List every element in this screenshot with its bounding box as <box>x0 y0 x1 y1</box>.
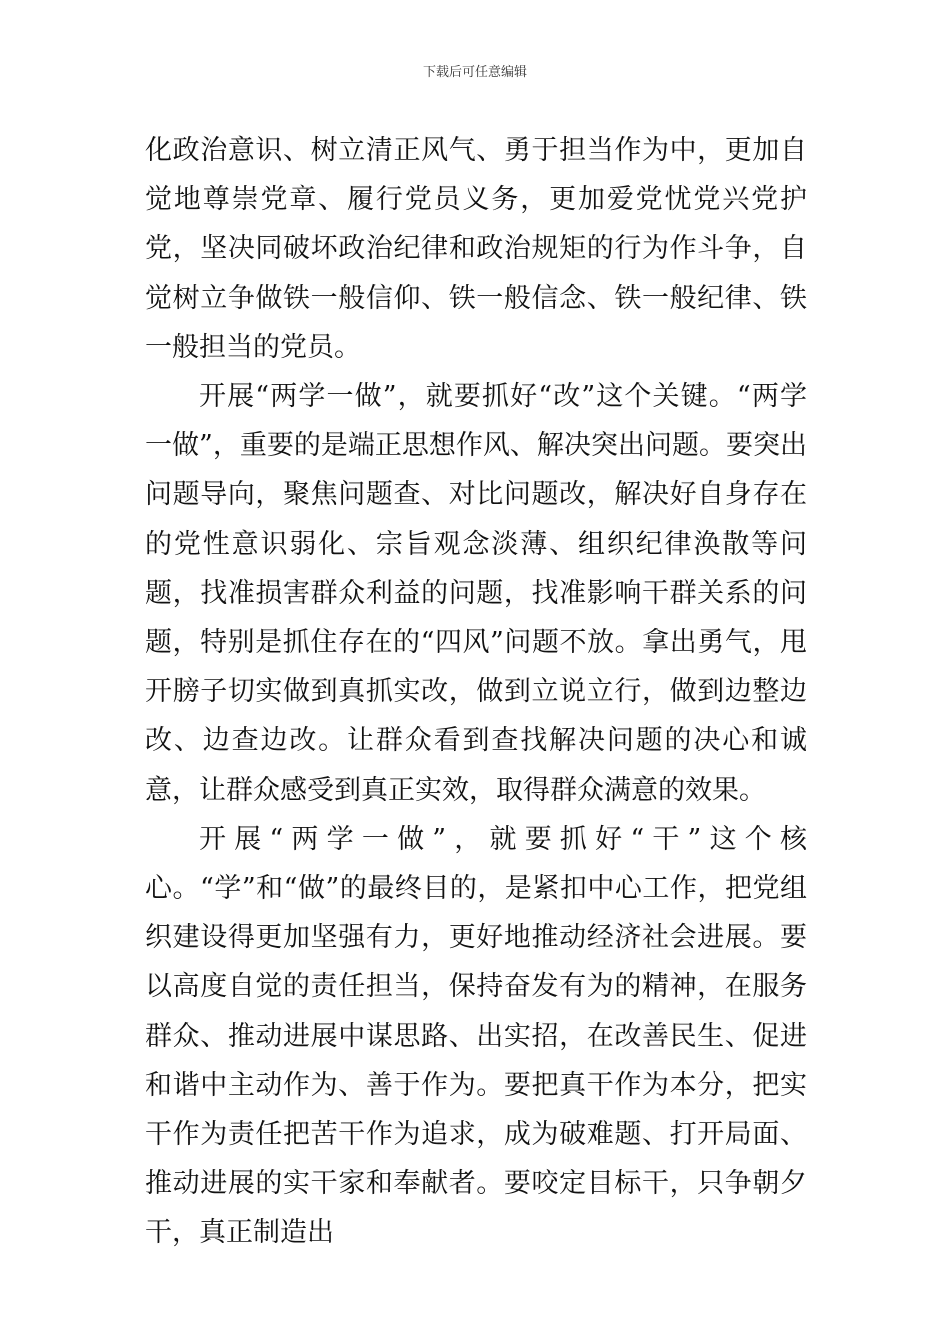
paragraph-1: 化政治意识、树立清正风气、勇于担当作为中，更加自觉地尊崇党章、履行党员义务，更加爱党忧党兴党护党，坚决同破坏政治纪律和政治规矩的行为作斗争，自觉树立争做铁一般信仰、铁一般信念、铁一般纪律、铁一般担当的党员。 <box>145 135 807 363</box>
paragraph-3: 开展“两学一做”，就要抓好“干”这个核心。“学”和“做”的最终目的，是紧扣中心工作，把党组织建设得更加坚强有力，更好地推动经济社会进展。要以高度自觉的责任担当，保持奋发有为的精神，在服务群众、推动进展中谋思路、出实招，在改善民生、促进和谐中主动作为、善于作为。要把真干作为本分，把实干作为责任把苦干作为追求，成为破难题、打开局面、推动进展的实干家和奉献者。要咬定目标干，只争朝夕干，真正制造出 <box>145 823 807 1249</box>
paragraph-2: 开展“两学一做”，就要抓好“改”这个关键。“两学一做”，重要的是端正思想作风、解决突出问题。要突出问题导向，聚焦问题查、对比问题改，解决好自身存在的党性意识弱化、宗旨观念淡薄、组织纪律涣散等问题，找准损害群众利益的问题，找准影响干群关系的问题，特别是抓住存在的“四风”问题不放。拿出勇气，甩开膀子切实做到真抓实改，做到立说立行，做到边整边改、边查边改。让群众看到查找解决问题的决心和诚意，让群众感受到真正实效，取得群众满意的效果。 <box>145 381 807 806</box>
page-header: 下载后可任意编辑 <box>422 65 527 80</box>
document-body <box>145 126 807 1258</box>
